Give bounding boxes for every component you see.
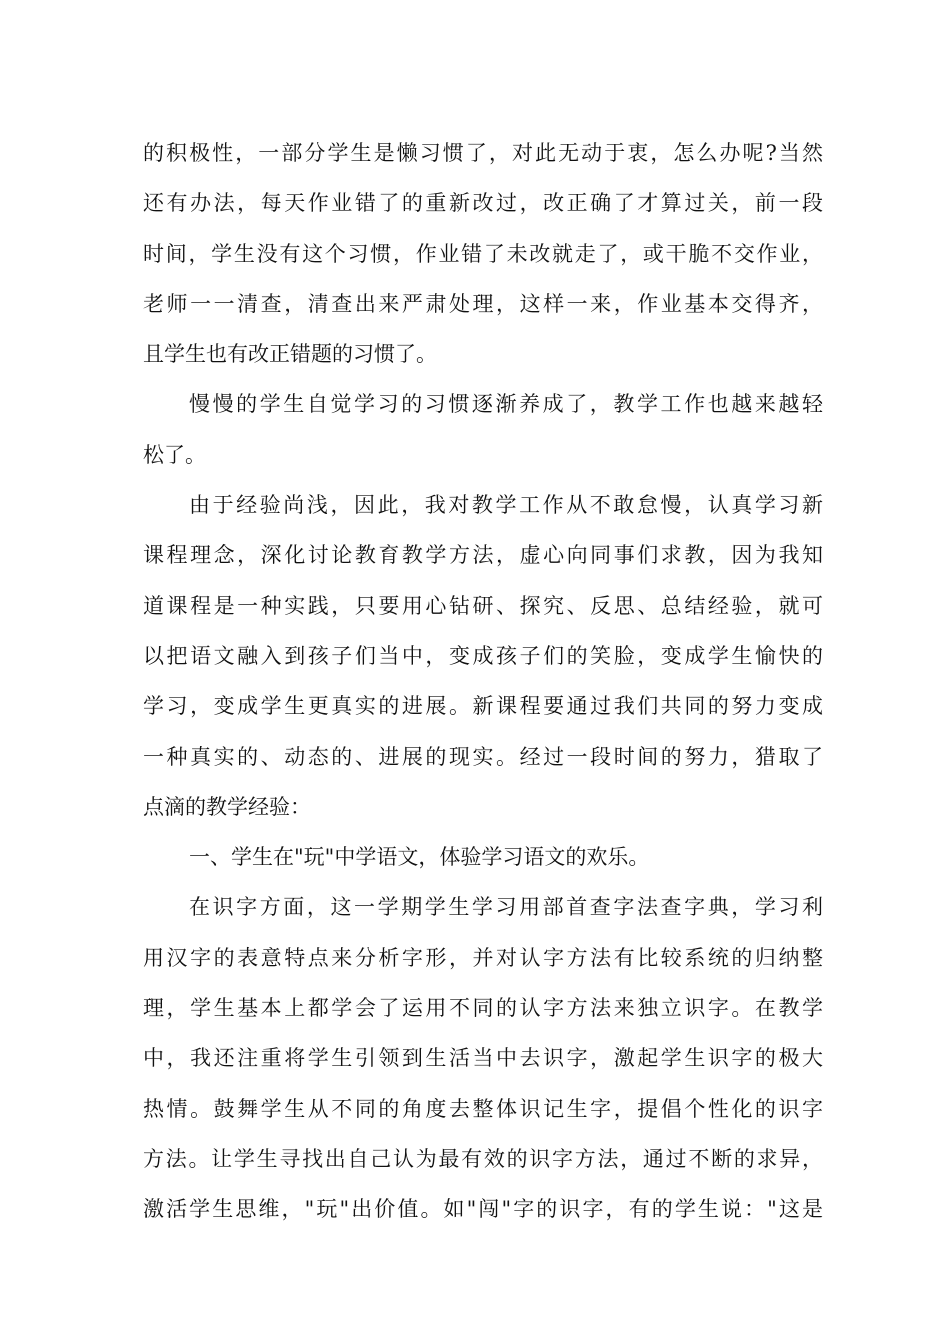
section-heading: 一、学生在"玩"中学语文，体验学习语文的欢乐。 <box>189 845 650 870</box>
paragraph-first-line: 由于经验尚浅，因此，我对教学工作从不敢怠慢，认真学习新 <box>189 493 823 518</box>
text-line: 课程理念，深化讨论教育教学方法，虚心向同事们求教，因为我知 <box>143 543 823 568</box>
text-line: 理，学生基本上都学会了运用不同的认字方法来独立识字。在教学 <box>143 996 823 1021</box>
text-line: 激活学生思维，"玩"出价值。如"闯"字的识字，有的学生说："这是 <box>143 1197 823 1222</box>
text-line: 还有办法，每天作业错了的重新改过，改正确了才算过关，前一段 <box>143 191 823 216</box>
paragraph-first-line: 在识字方面，这一学期学生学习用部首查字法查字典，学习利 <box>189 895 823 920</box>
text-line: 学习，变成学生更真实的进展。新课程要通过我们共同的努力变成 <box>143 694 823 719</box>
text-line: 点滴的教学经验： <box>143 794 311 819</box>
text-line: 方法。让学生寻找出自己认为最有效的识字方法，通过不断的求异， <box>143 1146 823 1171</box>
paragraph-first-line: 慢慢的学生自觉学习的习惯逐渐养成了，教学工作也越来越轻 <box>189 392 823 417</box>
text-line: 的积极性，一部分学生是懒习惯了，对此无动于衷，怎么办呢?当然 <box>143 141 823 165</box>
text-line: 且学生也有改正错题的习惯了。 <box>143 342 437 367</box>
text-line: 时间，学生没有这个习惯，作业错了未改就走了，或干脆不交作业， <box>143 241 823 266</box>
text-line: 用汉字的表意特点来分析字形，并对认字方法有比较系统的归纳整 <box>143 945 823 970</box>
text-line: 中，我还注重将学生引领到生活当中去识字，激起学生识字的极大 <box>143 1046 823 1071</box>
text-line: 热情。鼓舞学生从不同的角度去整体识记生字，提倡个性化的识字 <box>143 1096 823 1121</box>
document-body <box>143 128 823 1235</box>
text-line: 一种真实的、动态的、进展的现实。经过一段时间的努力，猎取了 <box>143 744 823 769</box>
text-line: 以把语文融入到孩子们当中，变成孩子们的笑脸，变成学生愉快的 <box>143 643 823 668</box>
text-line: 松了。 <box>143 442 206 467</box>
text-line: 道课程是一种实践，只要用心钻研、探究、反思、总结经验，就可 <box>143 593 823 618</box>
text-line: 老师一一清查，清查出来严肃处理，这样一来，作业基本交得齐， <box>143 291 823 316</box>
